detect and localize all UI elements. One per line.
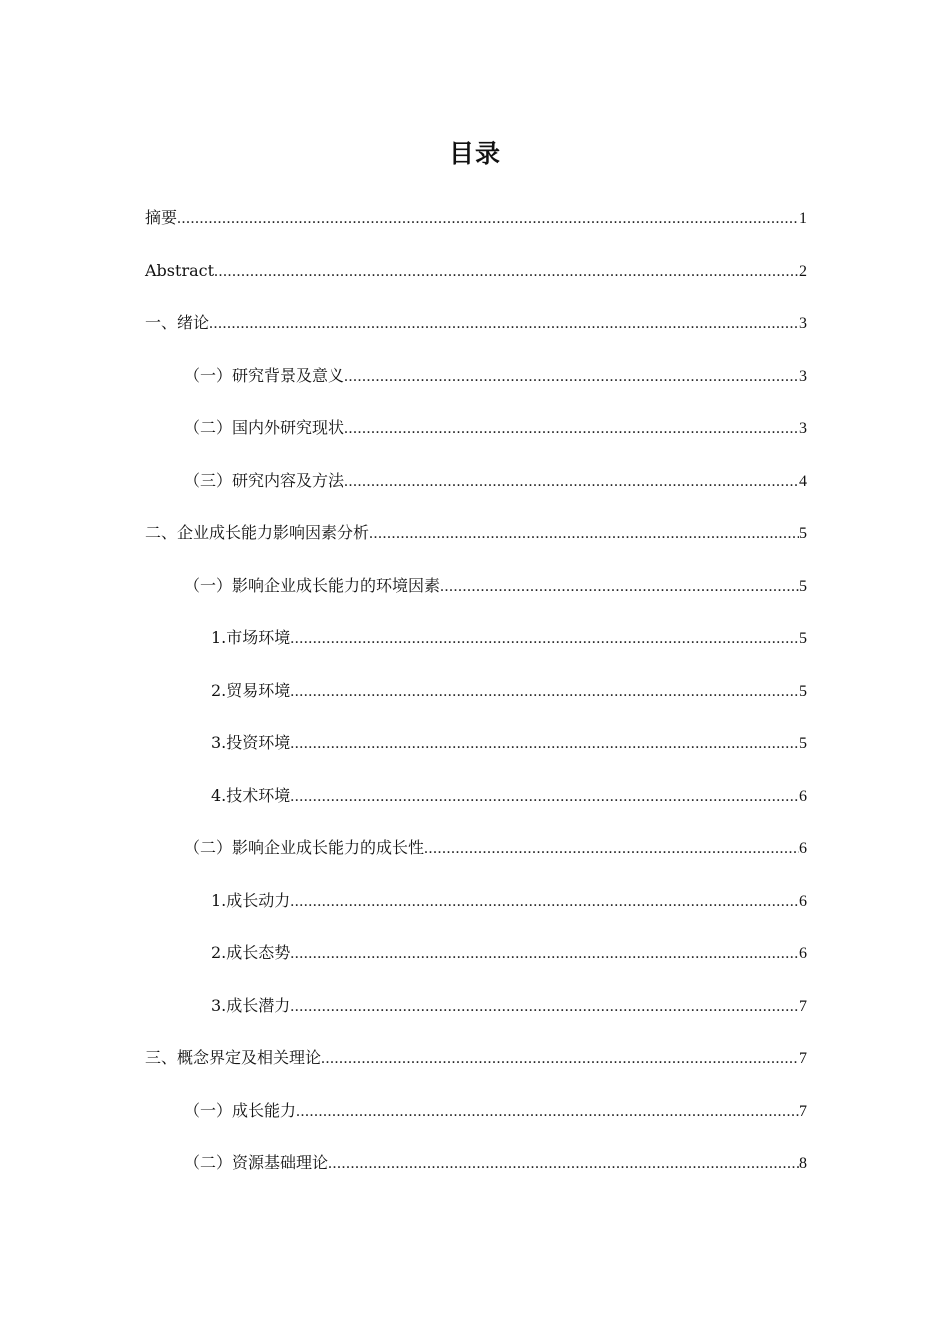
toc-entry-page: 6 xyxy=(799,945,807,962)
toc-entry[interactable] xyxy=(145,937,807,990)
toc-leader-dots xyxy=(321,1043,799,1075)
toc-entry-page: 5 xyxy=(799,735,807,752)
toc-leader-dots xyxy=(290,728,799,760)
toc-entry-page: 5 xyxy=(799,630,807,647)
toc-leader-dots xyxy=(290,886,799,918)
toc-leader-dots xyxy=(290,781,799,813)
toc-entry-page: 7 xyxy=(799,1050,807,1067)
toc-entry-page: 7 xyxy=(799,997,807,1015)
toc-entry-label: 1.成长动力 xyxy=(211,890,291,910)
toc-leader-dots xyxy=(344,413,799,445)
toc-entry[interactable] xyxy=(145,412,807,465)
toc-leader-dots xyxy=(290,676,799,708)
toc-list xyxy=(145,202,807,1200)
toc-leader-dots xyxy=(290,938,799,970)
toc-entry-label: （一）影响企业成长能力的环境因素 xyxy=(184,575,441,595)
toc-entry-page: 6 xyxy=(799,892,807,910)
toc-entry-label: （二）国内外研究现状 xyxy=(184,418,345,437)
toc-entry[interactable] xyxy=(145,1042,807,1095)
toc-entry-page: 8 xyxy=(799,1155,807,1172)
toc-entry-label: （二）影响企业成长能力的成长性 xyxy=(184,838,425,857)
toc-entry-label: 3.成长潜力 xyxy=(211,995,291,1015)
toc-entry-label: 2.贸易环境 xyxy=(211,680,291,700)
toc-entry-page: 6 xyxy=(799,840,807,857)
toc-entry-label: 摘要 xyxy=(145,208,178,227)
toc-entry-page: 3 xyxy=(799,367,807,385)
toc-entry[interactable] xyxy=(145,780,807,833)
toc-leader-dots xyxy=(344,361,799,393)
toc-entry[interactable] xyxy=(145,622,807,675)
toc-entry[interactable] xyxy=(145,675,807,728)
toc-entry[interactable] xyxy=(145,727,807,780)
toc-entry-label: 3.投资环境 xyxy=(211,733,291,752)
toc-entry-page: 2 xyxy=(799,262,807,280)
toc-entry[interactable] xyxy=(145,255,807,308)
toc-entry[interactable] xyxy=(145,570,807,623)
toc-entry-label: 1.市场环境 xyxy=(211,628,291,647)
toc-entry-label: Abstract xyxy=(145,260,215,280)
toc-leader-dots xyxy=(344,466,799,498)
toc-entry-page: 6 xyxy=(799,787,807,805)
toc-entry-page: 1 xyxy=(799,210,807,227)
toc-entry-page: 4 xyxy=(799,472,807,490)
toc-entry-page: 5 xyxy=(799,577,807,595)
toc-entry-label: 二、企业成长能力影响因素分析 xyxy=(145,523,370,542)
toc-leader-dots xyxy=(440,571,799,603)
toc-entry-label: 4.技术环境 xyxy=(211,785,291,805)
toc-entry-page: 7 xyxy=(799,1102,807,1120)
toc-entry[interactable] xyxy=(145,465,807,518)
toc-leader-dots xyxy=(214,256,799,288)
toc-entry[interactable] xyxy=(145,360,807,413)
toc-entry[interactable] xyxy=(145,307,807,360)
toc-leader-dots xyxy=(209,308,799,340)
toc-entry-page: 3 xyxy=(799,420,807,437)
toc-entry-label: （二）资源基础理论 xyxy=(184,1153,329,1172)
toc-leader-dots xyxy=(328,1148,799,1180)
toc-leader-dots xyxy=(369,518,799,550)
toc-title: 目录 xyxy=(448,139,501,168)
toc-leader-dots xyxy=(290,623,799,655)
toc-entry-label: 一、绪论 xyxy=(145,313,210,332)
toc-entry-page: 3 xyxy=(799,315,807,332)
toc-entry[interactable] xyxy=(145,1147,807,1200)
toc-entry-label: （三）研究内容及方法 xyxy=(184,470,345,490)
toc-entry[interactable] xyxy=(145,990,807,1043)
toc-entry-label: （一）研究背景及意义 xyxy=(184,365,345,385)
toc-leader-dots xyxy=(290,991,799,1023)
toc-entry-label: 三、概念界定及相关理论 xyxy=(145,1048,322,1067)
toc-leader-dots xyxy=(177,203,799,235)
toc-entry[interactable] xyxy=(145,517,807,570)
toc-leader-dots xyxy=(296,1096,799,1128)
toc-entry[interactable] xyxy=(145,1095,807,1148)
toc-leader-dots xyxy=(424,833,799,865)
toc-entry-label: （一）成长能力 xyxy=(184,1100,297,1120)
toc-entry[interactable] xyxy=(145,832,807,885)
toc-entry[interactable] xyxy=(145,885,807,938)
toc-entry[interactable] xyxy=(145,202,807,255)
toc-entry-page: 5 xyxy=(799,682,807,700)
toc-entry-label: 2.成长态势 xyxy=(211,943,291,962)
toc-entry-page: 5 xyxy=(799,525,807,542)
